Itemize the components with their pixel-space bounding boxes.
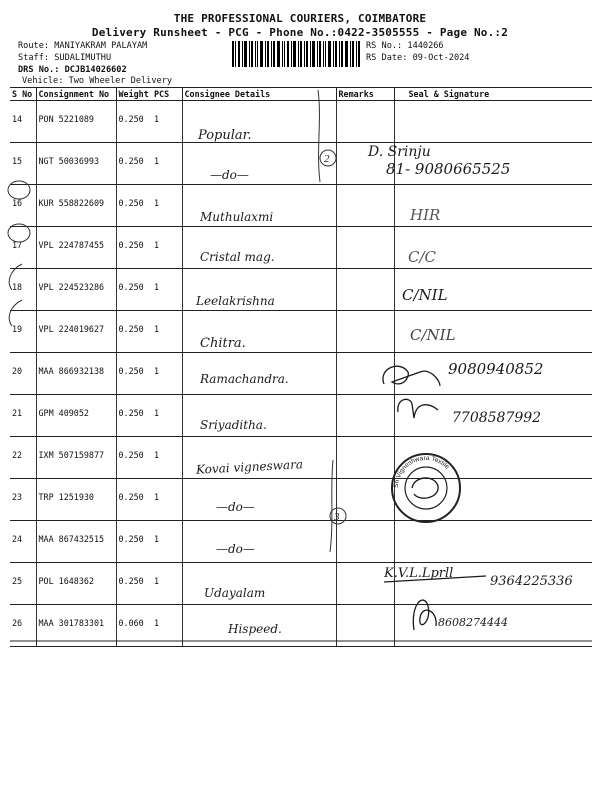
hw-consignee-21: Sriyaditha. xyxy=(200,418,267,432)
row-pcs: 1 xyxy=(152,563,182,605)
col-remarks: Remarks xyxy=(336,88,394,101)
row-weight: 0.250 xyxy=(116,311,152,353)
hw-consignee-15: —do— xyxy=(210,168,249,182)
row-consignment-no: VPL 224787455 xyxy=(36,227,116,269)
hw-consignee-18: Leelakrishna xyxy=(196,294,275,308)
row-consignment-no: POL 1648362 xyxy=(36,563,116,605)
row-sno: 20 xyxy=(10,353,36,395)
bracket-line-bottom xyxy=(330,460,333,552)
col-seal-signature: Seal & Signature xyxy=(394,88,592,101)
row-pcs: 1 xyxy=(152,521,182,563)
row-consignment-no: MAA 866932138 xyxy=(36,353,116,395)
hw-consignee-25: Udayalam xyxy=(204,586,266,600)
circled-sno-16 xyxy=(8,181,30,199)
row-pcs: 1 xyxy=(152,311,182,353)
row-weight: 0.250 xyxy=(116,101,152,143)
hw-phone-20: 9080940852 xyxy=(448,360,544,378)
row-weight: 0.060 xyxy=(116,605,152,647)
bracket-label-2: 2 xyxy=(324,153,330,165)
row-pcs: 1 xyxy=(152,605,182,647)
row-pcs: 1 xyxy=(152,101,182,143)
row-pcs: 1 xyxy=(152,227,182,269)
row-sno: 25 xyxy=(10,563,36,605)
hw-consignee-22: Kovai vigneswara xyxy=(195,457,304,477)
hw-consignee-24: —do— xyxy=(216,542,255,556)
row-consignment-no: IXM 507159877 xyxy=(36,437,116,479)
row-consignment-no: NGT 50036993 xyxy=(36,143,116,185)
row-consignment-no: TRP 1251930 xyxy=(36,479,116,521)
row-sno: 19 xyxy=(10,311,36,353)
signature-scribble-20 xyxy=(383,366,440,386)
row-consignment-no: VPL 224523286 xyxy=(36,269,116,311)
hw-consignee-19: Chitra. xyxy=(200,336,246,351)
company-title: THE PROFESSIONAL COURIERS, COIMBATORE xyxy=(173,12,427,25)
row-pcs: 1 xyxy=(152,437,182,479)
row-weight: 0.250 xyxy=(116,437,152,479)
tick-mark-18 xyxy=(9,264,22,290)
col-consignment-no: Consignment No xyxy=(36,88,116,101)
row-sno: 23 xyxy=(10,479,36,521)
hw-consignee-17: Cristal mag. xyxy=(200,250,275,264)
row-sno: 21 xyxy=(10,395,36,437)
row-weight: 0.250 xyxy=(116,563,152,605)
row-pcs: 1 xyxy=(152,143,182,185)
row-pcs: 1 xyxy=(152,353,182,395)
vehicle-label: Vehicle: Two Wheeler Delivery xyxy=(22,76,173,86)
svg-text:Sri Vigneshwara Textile xyxy=(393,455,451,488)
row-weight: 0.250 xyxy=(116,479,152,521)
row-weight: 0.250 xyxy=(116,353,152,395)
col-pcs: PCS xyxy=(152,88,182,101)
signature-scribble-26 xyxy=(413,600,436,630)
rs-date: RS Date: 09-Oct-2024 xyxy=(366,53,470,63)
row-consignment-no: VPL 224019627 xyxy=(36,311,116,353)
hw-consignee-20: Ramachandra. xyxy=(200,372,289,386)
row-weight: 0.250 xyxy=(116,395,152,437)
tick-mark-19 xyxy=(9,300,22,326)
row-consignment-no: GPM 409052 xyxy=(36,395,116,437)
hw-remark-18: C/NIL xyxy=(402,286,448,304)
hw-remark-17: C/C xyxy=(408,248,437,266)
row-sno: 26 xyxy=(10,605,36,647)
row-weight: 0.250 xyxy=(116,269,152,311)
row-consignment-no: KUR 558822609 xyxy=(36,185,116,227)
hw-phone-26: 8608274444 xyxy=(438,616,508,629)
row-sno: 24 xyxy=(10,521,36,563)
company-stamp xyxy=(392,454,460,522)
row-pcs: 1 xyxy=(152,395,182,437)
row-sno: 16 xyxy=(10,185,36,227)
row-sno: 18 xyxy=(10,269,36,311)
rs-number: RS No.: 1440266 xyxy=(366,41,444,51)
row-sno: 14 xyxy=(10,101,36,143)
row-sno: 15 xyxy=(10,143,36,185)
hw-phone-25: 9364225336 xyxy=(490,574,573,589)
hw-consignee-14: Popular. xyxy=(198,128,252,143)
col-sno: S No xyxy=(10,88,36,101)
drs-number: DRS No.: DCJB14026602 xyxy=(18,65,127,75)
hw-phone-21: 7708587992 xyxy=(452,410,542,426)
row-consignment-no: PON 5221089 xyxy=(36,101,116,143)
hw-consignee-23: —do— xyxy=(216,500,255,514)
row-consignment-no: MAA 867432515 xyxy=(36,521,116,563)
row-consignment-no: MAA 301783301 xyxy=(36,605,116,647)
col-weight: Weight xyxy=(116,88,152,101)
hw-signature-25: K.V.L.Lprll xyxy=(384,566,454,581)
col-consignee-details: Consignee Details xyxy=(182,88,336,101)
stamp-text: Sri Vigneshwara Textile xyxy=(392,454,451,489)
row-weight: 0.250 xyxy=(116,227,152,269)
row-weight: 0.250 xyxy=(116,185,152,227)
hw-consignee-26: Hispeed. xyxy=(228,622,282,636)
circled-sno-17 xyxy=(8,224,30,242)
runsheet-subtitle: Delivery Runsheet - PCG - Phone No.:0422-3505555 - Page No.:2 xyxy=(91,26,509,39)
hw-consignee-16: Muthulaxmi xyxy=(200,210,274,224)
hw-remark-19: C/NIL xyxy=(410,326,456,344)
signature-scribble-21 xyxy=(398,399,438,418)
hw-remark-16: HIR xyxy=(410,206,441,224)
bracket-line-top xyxy=(318,90,320,182)
row-pcs: 1 xyxy=(152,269,182,311)
hw-phone-15: 81- 9080665525 xyxy=(386,160,511,178)
row-weight: 0.250 xyxy=(116,521,152,563)
row-weight: 0.250 xyxy=(116,143,152,185)
row-pcs: 1 xyxy=(152,185,182,227)
row-sno: 17 xyxy=(10,227,36,269)
row-pcs: 1 xyxy=(152,479,182,521)
hw-signature-15: D. Srinju xyxy=(368,144,431,160)
bracket-label-3: 3 xyxy=(334,511,340,523)
row-sno: 22 xyxy=(10,437,36,479)
route-label: Route: MANIYAKRAM PALAYAM xyxy=(18,41,148,51)
staff-label: Staff: SUDALIMUTHU xyxy=(18,53,112,63)
